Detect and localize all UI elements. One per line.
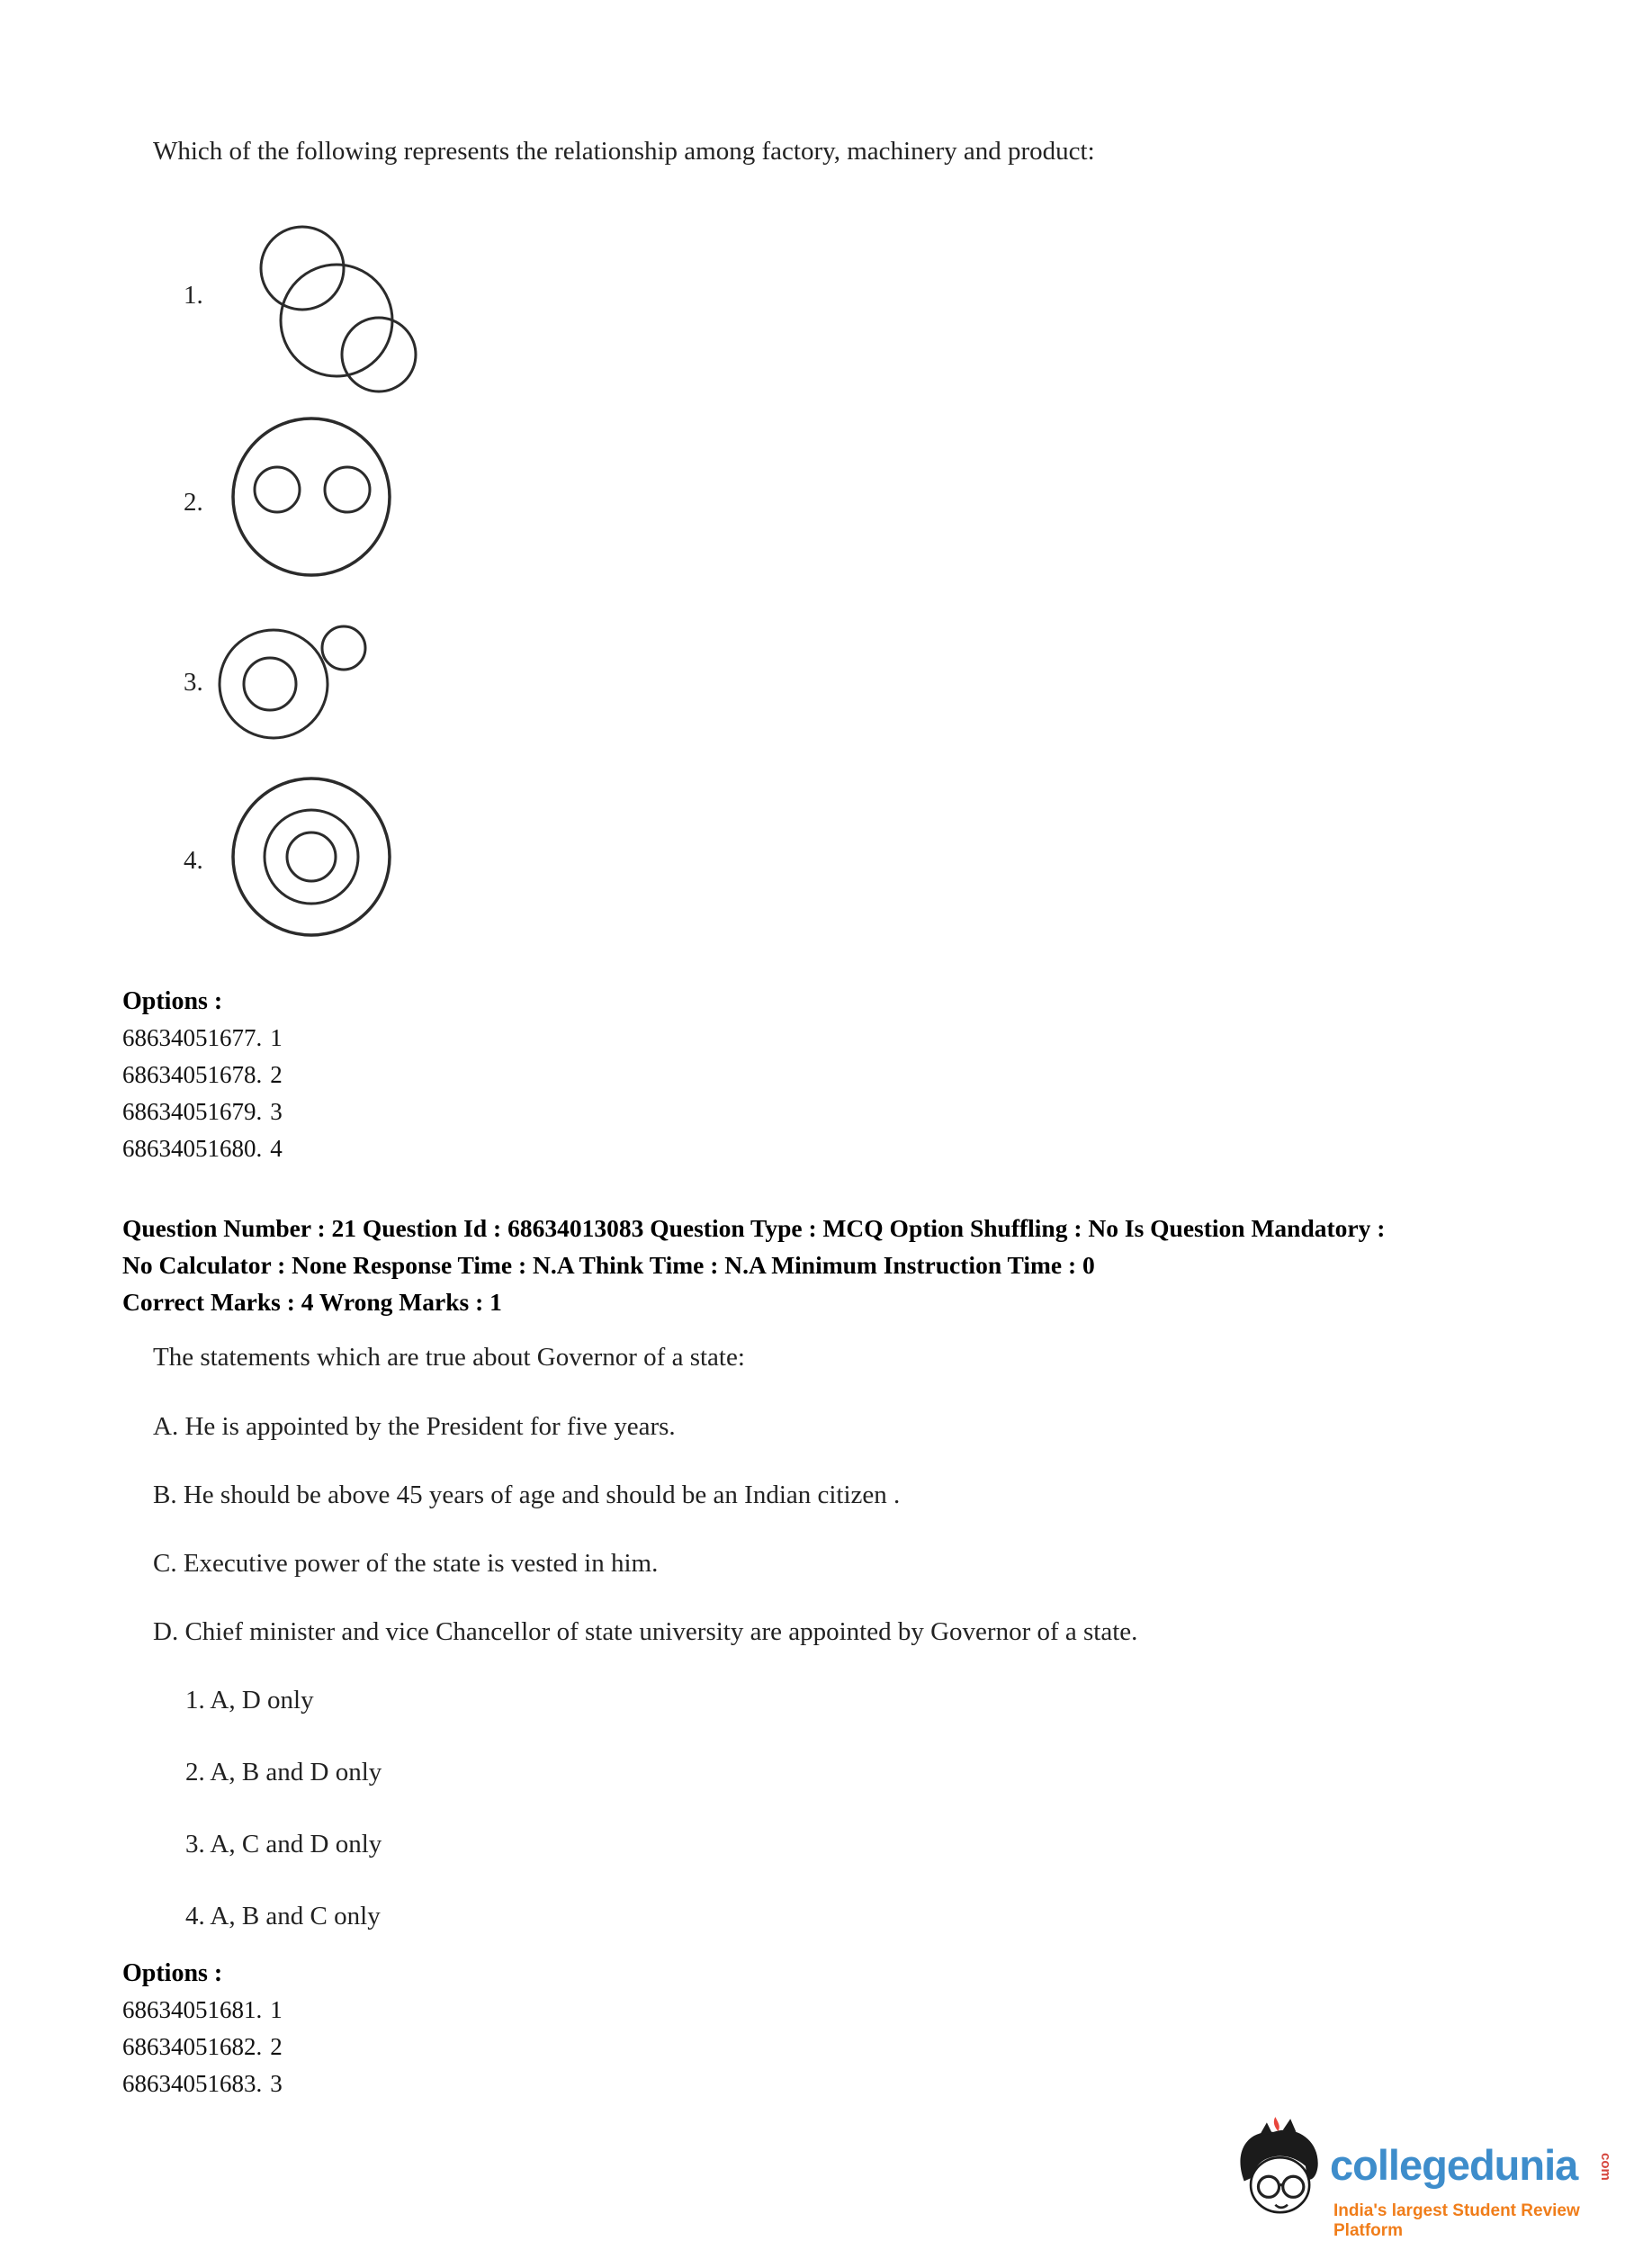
venn-diagram-2 — [221, 407, 401, 587]
option-id: 68634051682. — [122, 2033, 263, 2060]
option-value: 3 — [270, 2070, 283, 2097]
option-value: 3 — [270, 1098, 283, 1125]
q21-body — [153, 1343, 1137, 1974]
option-id: 68634051680. — [122, 1135, 263, 1162]
venn-diagram-4 — [221, 767, 401, 947]
option-id: 68634051683. — [122, 2070, 263, 2097]
statement-c: C. Executive power of the state is vested in him. — [153, 1549, 659, 1578]
q21-choices — [153, 1686, 1137, 1931]
q20-options-block — [122, 983, 283, 1167]
option-id: 68634051678. — [122, 1061, 263, 1088]
option-line — [122, 2029, 283, 2066]
collegedunia-mascot-icon — [1231, 2117, 1325, 2227]
option-value: 2 — [270, 1061, 283, 1088]
option-id: 68634051677. — [122, 1024, 263, 1051]
option-line — [122, 1094, 283, 1130]
brand-name: collegedunia — [1330, 2141, 1578, 2189]
statement-a: A. He is appointed by the President for five years. — [153, 1412, 676, 1441]
option-value: 4 — [270, 1135, 283, 1162]
diagram-4-label: 4. — [184, 846, 203, 875]
q21-meta-block — [122, 1210, 1544, 1320]
option-value: 1 — [270, 1024, 283, 1051]
choice-1: 1. A, D only — [185, 1686, 314, 1714]
options-heading: Options : — [122, 987, 223, 1015]
q21-options-block — [122, 1955, 283, 2102]
option-line — [122, 2066, 283, 2102]
brand-suffix: com — [1598, 2153, 1613, 2181]
option-value: 2 — [270, 2033, 283, 2060]
question-21-text: The statements which are true about Governor of a state: — [153, 1343, 745, 1372]
choice-3: 3. A, C and D only — [185, 1830, 382, 1858]
venn-diagram-3 — [216, 612, 409, 747]
venn-diagram-1 — [221, 205, 455, 430]
brand-tagline: India's largest Student Review Platform — [1333, 2201, 1580, 2240]
question-20-text: Which of the following represents the relationship among factory, machinery and product: — [153, 137, 1095, 166]
statement-b: B. He should be above 45 years of age and should be an Indian citizen . — [153, 1480, 901, 1509]
diagram-2-label: 2. — [184, 488, 203, 517]
option-line — [122, 1020, 283, 1057]
option-id: 68634051681. — [122, 1996, 263, 2023]
options-heading: Options : — [122, 1959, 223, 1987]
diagram-3-label: 3. — [184, 668, 203, 697]
question-marks-line: Correct Marks : 4 Wrong Marks : 1 — [122, 1288, 502, 1316]
option-id: 68634051679. — [122, 1098, 263, 1125]
question-meta-line: No Calculator : None Response Time : N.A Think Time : N.A Minimum Instruction Time : 0 — [122, 1251, 1095, 1279]
option-line — [122, 1057, 283, 1094]
question-meta-line: Question Number : 21 Question Id : 68634013083 Question Type : MCQ Option Shuffling : No Is Question Mandatory : — [122, 1214, 1386, 1242]
option-line — [122, 1992, 283, 2029]
choice-2: 2. A, B and D only — [185, 1758, 382, 1786]
choice-4: 4. A, B and C only — [185, 1902, 381, 1930]
diagram-1-label: 1. — [184, 281, 203, 310]
option-value: 1 — [270, 1996, 283, 2023]
statement-d: D. Chief minister and vice Chancellor of state university are appointed by Governor of a state. — [153, 1617, 1138, 1646]
option-line — [122, 1130, 283, 1167]
